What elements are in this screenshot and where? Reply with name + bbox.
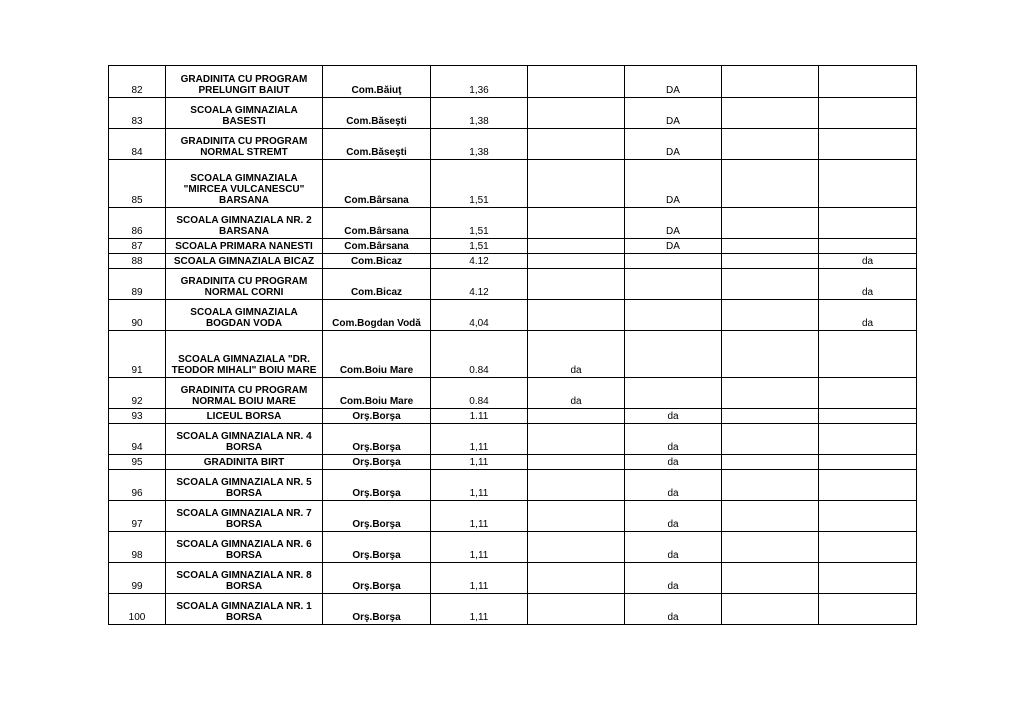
institution-name: SCOALA PRIMARA NANESTI — [166, 239, 323, 254]
locality: Orş.Borşa — [323, 424, 431, 455]
col5-cell: da — [528, 331, 625, 378]
row-number: 98 — [109, 532, 166, 563]
table-row — [109, 208, 917, 239]
institution-name: SCOALA GIMNAZIALA "DR. TEODOR MIHALI" BOIU MARE — [166, 331, 323, 378]
row-number: 95 — [109, 455, 166, 470]
col8-cell — [819, 563, 917, 594]
institution-name: SCOALA GIMNAZIALA NR. 5 BORSA — [166, 470, 323, 501]
value-cell: 1,38 — [431, 98, 528, 129]
row-number: 88 — [109, 254, 166, 269]
table-row — [109, 594, 917, 625]
col5-cell — [528, 532, 625, 563]
col5-cell — [528, 208, 625, 239]
col5-cell — [528, 563, 625, 594]
col6-cell: da — [625, 532, 722, 563]
col6-cell: da — [625, 424, 722, 455]
institution-name: GRADINITA BIRT — [166, 455, 323, 470]
col7-cell — [722, 501, 819, 532]
table-row — [109, 455, 917, 470]
value-cell: 1,11 — [431, 532, 528, 563]
row-number: 97 — [109, 501, 166, 532]
institution-name: GRADINITA CU PROGRAM NORMAL STREMT — [166, 129, 323, 160]
col8-cell — [819, 239, 917, 254]
col7-cell — [722, 594, 819, 625]
row-number: 85 — [109, 160, 166, 208]
row-number: 93 — [109, 409, 166, 424]
locality: Com.Băseşti — [323, 129, 431, 160]
locality: Com.Băseşti — [323, 98, 431, 129]
institution-name: SCOALA GIMNAZIALA NR. 7 BORSA — [166, 501, 323, 532]
col6-cell: da — [625, 594, 722, 625]
institution-name: SCOALA GIMNAZIALA NR. 1 BORSA — [166, 594, 323, 625]
locality: Com.Bicaz — [323, 269, 431, 300]
table-row — [109, 563, 917, 594]
col6-cell: DA — [625, 239, 722, 254]
value-cell: 1,11 — [431, 470, 528, 501]
value-cell: 4.12 — [431, 254, 528, 269]
col8-cell: da — [819, 300, 917, 331]
table-body — [109, 66, 917, 625]
col6-cell: DA — [625, 160, 722, 208]
institution-name: GRADINITA CU PROGRAM NORMAL CORNI — [166, 269, 323, 300]
row-number: 82 — [109, 66, 166, 98]
locality: Orş.Borşa — [323, 409, 431, 424]
row-number: 83 — [109, 98, 166, 129]
col7-cell — [722, 331, 819, 378]
value-cell: 1.11 — [431, 409, 528, 424]
value-cell: 1,11 — [431, 424, 528, 455]
col5-cell — [528, 66, 625, 98]
locality: Com.Bârsana — [323, 239, 431, 254]
col7-cell — [722, 98, 819, 129]
value-cell: 4,04 — [431, 300, 528, 331]
col8-cell — [819, 455, 917, 470]
col5-cell — [528, 424, 625, 455]
col6-cell: DA — [625, 98, 722, 129]
col6-cell — [625, 269, 722, 300]
col8-cell — [819, 470, 917, 501]
col6-cell: da — [625, 455, 722, 470]
locality: Orş.Borşa — [323, 501, 431, 532]
table-row — [109, 378, 917, 409]
col8-cell — [819, 208, 917, 239]
col8-cell — [819, 409, 917, 424]
institution-name: GRADINITA CU PROGRAM NORMAL BOIU MARE — [166, 378, 323, 409]
row-number: 87 — [109, 239, 166, 254]
table-row — [109, 331, 917, 378]
row-number: 90 — [109, 300, 166, 331]
table-row — [109, 66, 917, 98]
col7-cell — [722, 129, 819, 160]
value-cell: 4.12 — [431, 269, 528, 300]
schools-table — [108, 65, 917, 625]
table-row — [109, 470, 917, 501]
col7-cell — [722, 239, 819, 254]
value-cell: 1,51 — [431, 160, 528, 208]
col5-cell — [528, 470, 625, 501]
col5-cell: da — [528, 378, 625, 409]
table-row — [109, 424, 917, 455]
col7-cell — [722, 532, 819, 563]
value-cell: 1,36 — [431, 66, 528, 98]
col8-cell — [819, 129, 917, 160]
col6-cell: da — [625, 501, 722, 532]
col7-cell — [722, 208, 819, 239]
col7-cell — [722, 160, 819, 208]
col6-cell — [625, 254, 722, 269]
col5-cell — [528, 594, 625, 625]
locality: Orş.Borşa — [323, 563, 431, 594]
institution-name: SCOALA GIMNAZIALA NR. 8 BORSA — [166, 563, 323, 594]
institution-name: LICEUL BORSA — [166, 409, 323, 424]
col5-cell — [528, 455, 625, 470]
row-number: 100 — [109, 594, 166, 625]
col7-cell — [722, 470, 819, 501]
row-number: 94 — [109, 424, 166, 455]
value-cell: 1,38 — [431, 129, 528, 160]
table-row — [109, 300, 917, 331]
col5-cell — [528, 300, 625, 331]
col5-cell — [528, 409, 625, 424]
col5-cell — [528, 98, 625, 129]
locality: Orş.Borşa — [323, 594, 431, 625]
institution-name: SCOALA GIMNAZIALA NR. 6 BORSA — [166, 532, 323, 563]
col5-cell — [528, 160, 625, 208]
col7-cell — [722, 563, 819, 594]
locality: Orş.Borşa — [323, 455, 431, 470]
value-cell: 1,11 — [431, 594, 528, 625]
value-cell: 0.84 — [431, 331, 528, 378]
col8-cell — [819, 66, 917, 98]
row-number: 99 — [109, 563, 166, 594]
table-row — [109, 269, 917, 300]
table-row — [109, 98, 917, 129]
locality: Com.Bicaz — [323, 254, 431, 269]
table-row — [109, 129, 917, 160]
col8-cell — [819, 424, 917, 455]
row-number: 91 — [109, 331, 166, 378]
table-row — [109, 160, 917, 208]
locality: Com.Boiu Mare — [323, 331, 431, 378]
institution-name: SCOALA GIMNAZIALA NR. 4 BORSA — [166, 424, 323, 455]
col6-cell — [625, 331, 722, 378]
col5-cell — [528, 254, 625, 269]
table-row — [109, 532, 917, 563]
col6-cell: da — [625, 470, 722, 501]
col7-cell — [722, 378, 819, 409]
col5-cell — [528, 501, 625, 532]
col8-cell — [819, 501, 917, 532]
col8-cell — [819, 594, 917, 625]
col6-cell: DA — [625, 66, 722, 98]
col8-cell — [819, 331, 917, 378]
col7-cell — [722, 66, 819, 98]
col7-cell — [722, 455, 819, 470]
locality: Orş.Borşa — [323, 532, 431, 563]
col8-cell — [819, 98, 917, 129]
col8-cell: da — [819, 254, 917, 269]
col7-cell — [722, 424, 819, 455]
col7-cell — [722, 300, 819, 331]
col7-cell — [722, 409, 819, 424]
value-cell: 0.84 — [431, 378, 528, 409]
institution-name: GRADINITA CU PROGRAM PRELUNGIT BAIUT — [166, 66, 323, 98]
institution-name: SCOALA GIMNAZIALA BOGDAN VODA — [166, 300, 323, 331]
value-cell: 1,51 — [431, 208, 528, 239]
table-row — [109, 239, 917, 254]
col5-cell — [528, 269, 625, 300]
col6-cell: DA — [625, 129, 722, 160]
col5-cell — [528, 129, 625, 160]
value-cell: 1,11 — [431, 455, 528, 470]
col8-cell — [819, 378, 917, 409]
locality: Com.Bogdan Vodă — [323, 300, 431, 331]
table-row — [109, 409, 917, 424]
locality: Com.Boiu Mare — [323, 378, 431, 409]
institution-name: SCOALA GIMNAZIALA "MIRCEA VULCANESCU" BARSANA — [166, 160, 323, 208]
row-number: 84 — [109, 129, 166, 160]
col8-cell: da — [819, 269, 917, 300]
value-cell: 1,51 — [431, 239, 528, 254]
row-number: 86 — [109, 208, 166, 239]
row-number: 89 — [109, 269, 166, 300]
locality: Com.Băiuţ — [323, 66, 431, 98]
institution-name: SCOALA GIMNAZIALA NR. 2 BARSANA — [166, 208, 323, 239]
col6-cell — [625, 378, 722, 409]
col6-cell: da — [625, 409, 722, 424]
col6-cell: da — [625, 563, 722, 594]
table-row — [109, 501, 917, 532]
table-row — [109, 254, 917, 269]
row-number: 96 — [109, 470, 166, 501]
col7-cell — [722, 254, 819, 269]
locality: Com.Bârsana — [323, 208, 431, 239]
value-cell: 1,11 — [431, 563, 528, 594]
institution-name: SCOALA GIMNAZIALA BICAZ — [166, 254, 323, 269]
col7-cell — [722, 269, 819, 300]
col8-cell — [819, 160, 917, 208]
institution-name: SCOALA GIMNAZIALA BASESTI — [166, 98, 323, 129]
locality: Orş.Borşa — [323, 470, 431, 501]
row-number: 92 — [109, 378, 166, 409]
col6-cell: DA — [625, 208, 722, 239]
locality: Com.Bârsana — [323, 160, 431, 208]
value-cell: 1,11 — [431, 501, 528, 532]
col8-cell — [819, 532, 917, 563]
col5-cell — [528, 239, 625, 254]
col6-cell — [625, 300, 722, 331]
